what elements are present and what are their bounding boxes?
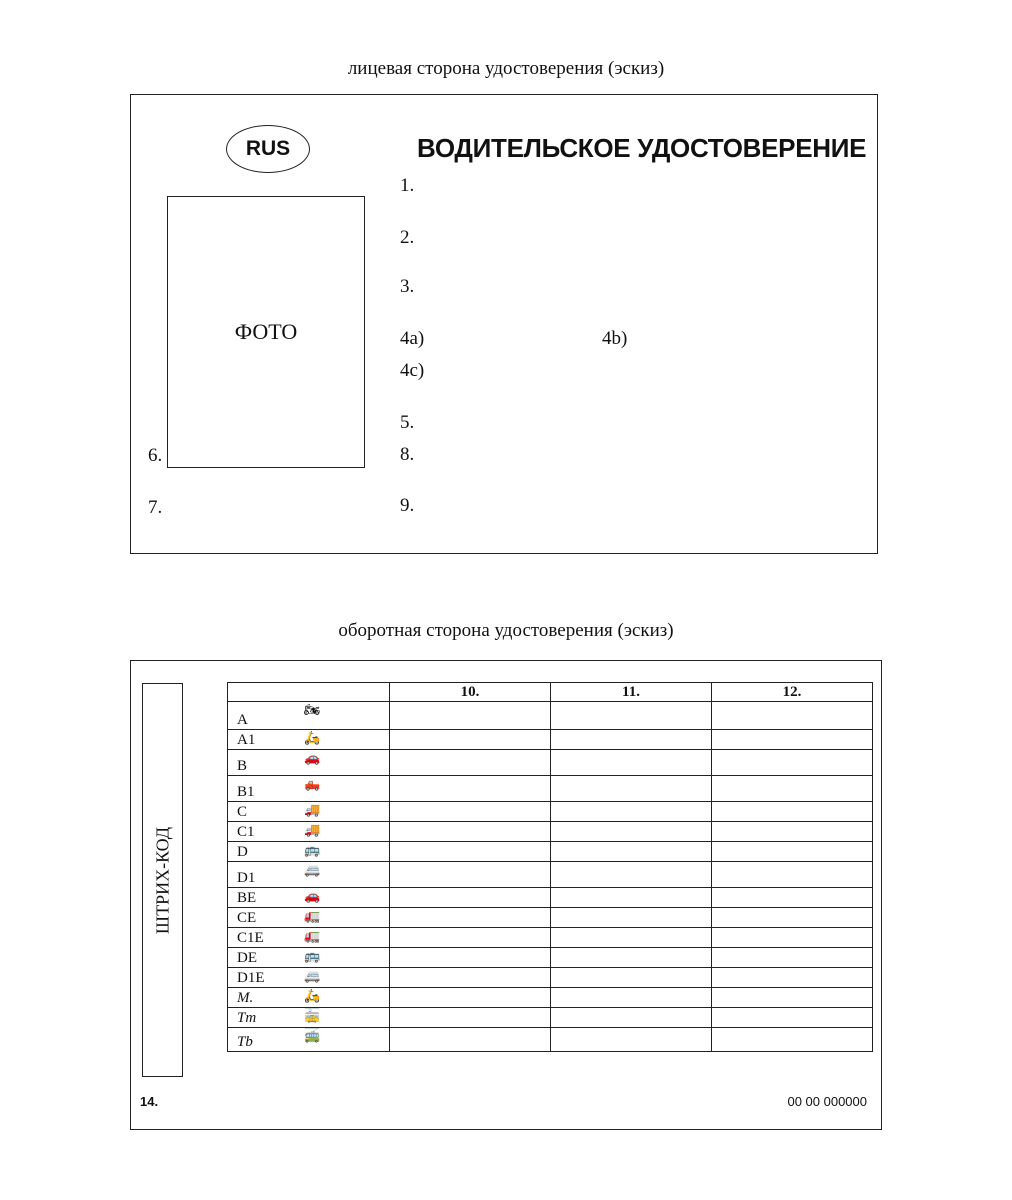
table-header-row: [228, 683, 873, 702]
truck-trailer-icon: 🚛: [304, 908, 321, 923]
cell-col-11: [551, 802, 712, 822]
category-cell: [228, 842, 390, 862]
category-cell: [228, 776, 390, 802]
category-row: [228, 822, 873, 842]
back-caption: оборотная сторона удостоверения (эскиз): [338, 620, 674, 641]
barcode-area: [142, 683, 183, 1077]
cell-col-11: [551, 862, 712, 888]
category-row: [228, 1028, 873, 1052]
header-col-10: 10.: [390, 683, 551, 702]
cell-col-10: [390, 862, 551, 888]
category-code: Tb: [237, 1034, 253, 1050]
field-4b: 4b): [602, 328, 628, 349]
field-3: 3.: [400, 276, 415, 297]
category-cell: [228, 948, 390, 968]
cell-col-12: [712, 822, 873, 842]
category-cell: [228, 988, 390, 1008]
category-row: [228, 702, 873, 730]
cell-col-12: [712, 928, 873, 948]
cell-col-10: [390, 750, 551, 776]
cell-col-12: [712, 948, 873, 968]
category-cell: [228, 730, 390, 750]
cell-col-11: [551, 1028, 712, 1052]
cell-col-11: [551, 750, 712, 776]
category-code: C: [237, 804, 248, 820]
bus-icon: 🚌: [304, 842, 321, 857]
cell-col-10: [390, 968, 551, 988]
category-code: CE: [237, 910, 257, 926]
field-9: 9.: [400, 495, 415, 516]
category-row: [228, 730, 873, 750]
category-row: [228, 1008, 873, 1028]
cell-col-11: [551, 928, 712, 948]
back-card: [130, 660, 882, 1130]
category-cell: [228, 888, 390, 908]
header-empty: [228, 683, 390, 702]
photo-placeholder: [167, 196, 365, 468]
cell-col-10: [390, 730, 551, 750]
motorcycle-icon: 🏍: [304, 702, 321, 717]
cell-col-10: [390, 948, 551, 968]
category-code: D1E: [237, 970, 265, 986]
category-cell: [228, 968, 390, 988]
category-code: DE: [237, 950, 257, 966]
category-row: [228, 928, 873, 948]
front-caption: лицевая сторона удостоверения (эскиз): [347, 58, 665, 79]
field-1: 1.: [400, 175, 415, 196]
cell-col-12: [712, 802, 873, 822]
truck-icon: 🚚: [304, 802, 321, 817]
tram-icon: 🚋: [304, 1008, 321, 1023]
category-code: A: [237, 712, 248, 728]
cell-col-11: [551, 702, 712, 730]
cell-col-12: [712, 1028, 873, 1052]
category-code: C1: [237, 824, 255, 840]
cell-col-10: [390, 928, 551, 948]
category-code: B: [237, 758, 248, 774]
cell-col-11: [551, 1008, 712, 1028]
minibus-icon: 🚐: [304, 862, 321, 877]
header-col-12: 12.: [712, 683, 873, 702]
category-code: B1: [237, 784, 255, 800]
cell-col-12: [712, 776, 873, 802]
category-cell: [228, 908, 390, 928]
category-row: [228, 750, 873, 776]
cell-col-12: [712, 842, 873, 862]
cell-col-12: [712, 1008, 873, 1028]
category-row: [228, 842, 873, 862]
minibus-trailer-icon: 🚐: [304, 968, 321, 983]
cell-col-11: [551, 842, 712, 862]
field-7: 7.: [148, 497, 163, 518]
cell-col-10: [390, 908, 551, 928]
category-row: [228, 888, 873, 908]
category-code: Tm: [237, 1010, 257, 1026]
cell-col-10: [390, 822, 551, 842]
cell-col-11: [551, 730, 712, 750]
cell-col-10: [390, 776, 551, 802]
cell-col-10: [390, 888, 551, 908]
category-row: [228, 968, 873, 988]
bus-trailer-icon: 🚌: [304, 948, 321, 963]
cell-col-11: [551, 948, 712, 968]
field-2: 2.: [400, 227, 415, 248]
category-cell: [228, 750, 390, 776]
cell-col-10: [390, 1028, 551, 1052]
category-code: D1: [237, 870, 256, 886]
barcode-label: ШТРИХ-КОД: [152, 826, 173, 935]
cell-col-12: [712, 888, 873, 908]
cell-col-11: [551, 822, 712, 842]
cell-col-12: [712, 750, 873, 776]
cell-col-12: [712, 968, 873, 988]
light-truck-icon: 🛻: [304, 776, 321, 791]
category-cell: [228, 928, 390, 948]
cell-col-10: [390, 802, 551, 822]
medium-truck-trailer-icon: 🚛: [304, 928, 321, 943]
car-icon: 🚗: [304, 750, 321, 765]
cell-col-11: [551, 776, 712, 802]
categories-body: [228, 702, 873, 1052]
moped-icon: 🛵: [304, 988, 321, 1003]
cell-col-12: [712, 862, 873, 888]
category-row: [228, 862, 873, 888]
category-row: [228, 802, 873, 822]
license-title: ВОДИТЕЛЬСКОЕ УДОСТОВЕРЕНИЕ: [417, 133, 867, 163]
car-trailer-icon: 🚗: [304, 888, 321, 903]
category-code: C1E: [237, 930, 264, 946]
field-6: 6.: [148, 445, 163, 466]
category-row: [228, 948, 873, 968]
cell-col-12: [712, 908, 873, 928]
cell-col-10: [390, 702, 551, 730]
category-cell: [228, 802, 390, 822]
category-cell: [228, 702, 390, 730]
field-4a: 4a): [400, 328, 425, 349]
category-code: M.: [237, 990, 254, 1006]
categories-table: [227, 682, 873, 1052]
field-14: 14.: [140, 1094, 159, 1109]
medium-truck-icon: 🚚: [304, 822, 321, 837]
category-cell: [228, 862, 390, 888]
category-row: [228, 988, 873, 1008]
photo-label: ФОТО: [234, 319, 298, 344]
front-card: [130, 94, 878, 554]
cell-col-12: [712, 988, 873, 1008]
country-code-badge: RUS: [226, 125, 310, 173]
category-row: [228, 908, 873, 928]
cell-col-10: [390, 988, 551, 1008]
light-motorcycle-icon: 🛵: [304, 730, 321, 745]
cell-col-10: [390, 842, 551, 862]
cell-col-11: [551, 988, 712, 1008]
field-5: 5.: [400, 412, 415, 433]
category-cell: [228, 822, 390, 842]
category-code: D: [237, 844, 248, 860]
category-cell: [228, 1008, 390, 1028]
cell-col-11: [551, 908, 712, 928]
trolleybus-icon: 🚎: [304, 1028, 321, 1043]
header-col-11: 11.: [551, 683, 712, 702]
category-code: BE: [237, 890, 257, 906]
cell-col-10: [390, 1008, 551, 1028]
cell-col-12: [712, 702, 873, 730]
field-8: 8.: [400, 444, 415, 465]
category-row: [228, 776, 873, 802]
serial-number: 00 00 000000: [787, 1094, 867, 1109]
cell-col-11: [551, 888, 712, 908]
cell-col-12: [712, 730, 873, 750]
category-cell: [228, 1028, 390, 1052]
field-4c: 4c): [400, 360, 425, 381]
cell-col-11: [551, 968, 712, 988]
category-code: A1: [237, 732, 256, 748]
